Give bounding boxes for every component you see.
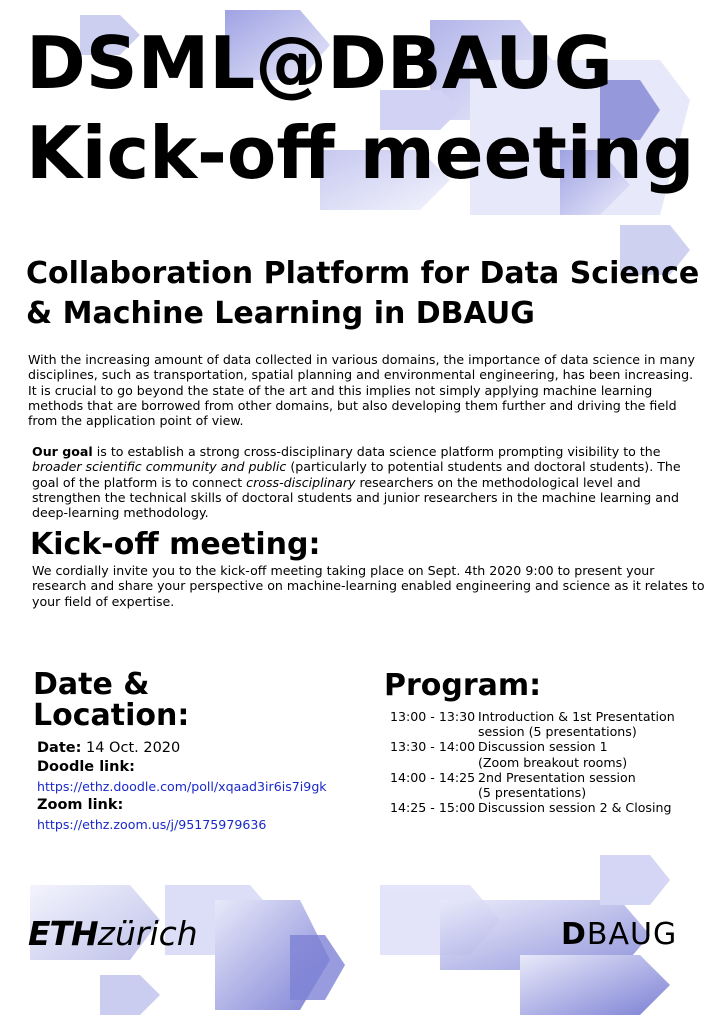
intro-paragraph: With the increasing amount of data collected in various domains, the importance of data science in many disciplines, such as transportation, spatial planning and environmental engineering, has been increasing. It is crucial to go beyond the state of the art and this implies not simply applying machine learning methods that are borrowed from other domains, but also developing them further and driving the field from the application point of view. — [28, 352, 695, 429]
program-item — [390, 800, 710, 815]
date-location-heading — [33, 669, 189, 731]
program-schedule — [390, 709, 710, 815]
date-location-info — [37, 739, 367, 834]
program-time: 14:00 - 14:25 — [390, 769, 476, 785]
eth-logo-mark: ETH — [28, 914, 98, 953]
date-row — [37, 739, 367, 758]
goal-text-2: (particularly to potential students and doctoral students). The goal of the platform is to connect — [32, 459, 681, 490]
poster-title — [26, 18, 694, 198]
program-line: session (5 presentations) — [478, 724, 637, 740]
date-value: 14 Oct. 2020 — [81, 740, 181, 756]
dbaug-logo-text: BAUG — [586, 917, 678, 952]
kickoff-invitation: We cordially invite you to the kick-off meeting taking place on Sept. 4th 2020 9:00 to present your research and share your perspective on machine-learning enabled engineering and science as it relates to your field of expertise. — [32, 563, 705, 609]
program-item — [390, 709, 710, 739]
goal-text-3: researchers on the methodological level and strengthen the technical skills of doctoral students and junior researchers in the machine learning and deep-learning methodology. — [32, 474, 679, 521]
program-item — [390, 739, 710, 769]
program-time: 13:00 - 13:30 — [390, 709, 476, 724]
program-description — [478, 709, 710, 739]
program-time: 14:25 - 15:00 — [390, 800, 476, 816]
subtitle-line-1: Collaboration Platform for Data Science — [26, 256, 700, 291]
program-description — [478, 770, 710, 800]
eth-logo-text: zürich — [97, 914, 198, 953]
program-line: Discussion session 1 — [478, 739, 608, 755]
doodle-link[interactable]: https://ethz.doodle.com/poll/xqaad3ir6is7i9gk — [37, 779, 327, 794]
program-description — [478, 800, 710, 815]
dbaug-logo-mark: D — [561, 917, 587, 952]
program-description — [478, 739, 710, 769]
title-line-1: DSML@DBAUG — [26, 21, 613, 105]
program-line: 2nd Presentation session — [478, 769, 636, 785]
goal-emphasis-2: cross-disciplinary — [246, 474, 356, 490]
program-line: Introduction & 1st Presentation — [478, 709, 675, 724]
doodle-label: Doodle link: — [37, 759, 135, 775]
dbaug-logo — [561, 917, 677, 953]
date-label: Date: — [37, 740, 82, 756]
program-line: (5 presentations) — [478, 785, 587, 801]
program-time: 13:30 - 14:00 — [390, 739, 476, 755]
date-heading-line-1: Date & — [33, 667, 150, 702]
program-line: Discussion session 2 & Closing — [478, 800, 672, 816]
subtitle — [26, 254, 716, 334]
kickoff-heading: Kick-off meeting: — [30, 527, 321, 562]
goal-text-1: is to establish a strong cross-disciplinary data science platform prompting visibility to the — [92, 444, 661, 459]
zoom-link[interactable]: https://ethz.zoom.us/j/95175979636 — [37, 817, 267, 832]
subtitle-line-2: & Machine Learning in DBAUG — [26, 296, 535, 331]
goal-emphasis-1: broader scientific community and public — [32, 459, 287, 475]
eth-zurich-logo — [28, 914, 198, 954]
zoom-label: Zoom link: — [37, 797, 124, 813]
date-heading-line-2: Location: — [33, 698, 190, 733]
program-heading: Program: — [384, 668, 542, 703]
goal-lead: Our goal — [32, 444, 93, 459]
program-item — [390, 770, 710, 800]
title-line-2: Kick-off meeting — [26, 111, 695, 195]
program-line: (Zoom breakout rooms) — [478, 754, 628, 770]
goal-paragraph — [32, 444, 692, 520]
